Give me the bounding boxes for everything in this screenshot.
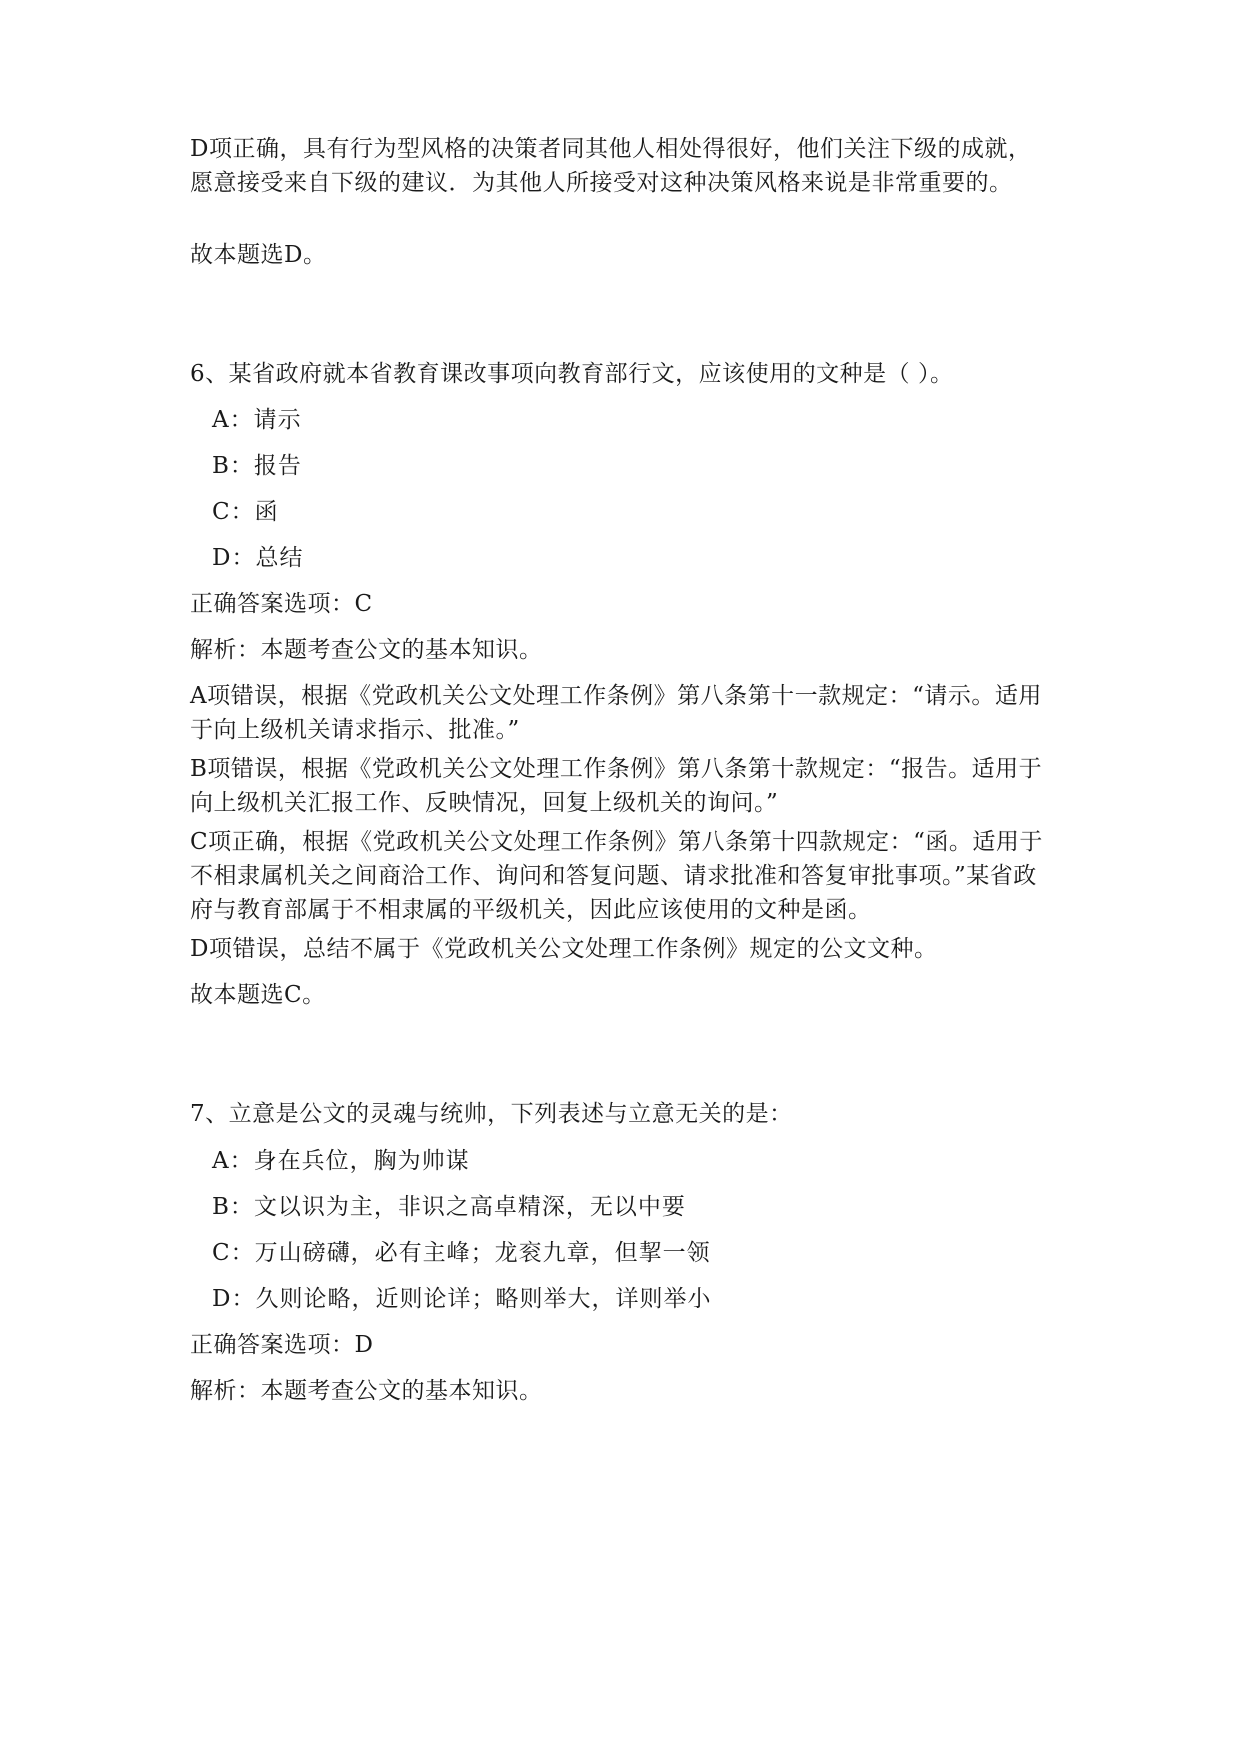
prev-conclusion: 故本题选D。 (190, 242, 327, 268)
q6-explanation-d: D项错误，总结不属于《党政机关公文处理工作条例》规定的公文文种。 (190, 936, 938, 962)
q6-conclusion: 故本题选C。 (190, 982, 326, 1008)
q7-option-b: B：文以识为主，非识之高卓精深，无以中要 (212, 1194, 686, 1220)
q6-explanation-a: A项错误，根据《党政机关公文处理工作条例》第八条第十一款规定：“请示。适用于向上级机关请求指示、批准。” (190, 683, 1042, 743)
q6-option-d: D：总结 (212, 545, 304, 571)
q6-analysis: 解析：本题考查公文的基本知识。 (190, 637, 543, 663)
q6-option-c: C：函 (212, 499, 279, 525)
q7-option-c: C：万山磅礴，必有主峰；龙衮九章，但挈一领 (212, 1240, 711, 1266)
q6-option-a: A：请示 (212, 407, 302, 433)
prev-explanation-d: D项正确，具有行为型风格的决策者同其他人相处得很好，他们关注下级的成就，愿意接受来自下级的建议．为其他人所接受对这种决策风格来说是非常重要的。 (190, 136, 1032, 196)
q7-analysis: 解析：本题考查公文的基本知识。 (190, 1378, 543, 1404)
q7-stem: 7、立意是公文的灵魂与统帅，下列表述与立意无关的是： (190, 1101, 793, 1127)
q6-explanation-b: B项错误，根据《党政机关公文处理工作条例》第八条第十款规定：“报告。适用于向上级机关汇报工作、反映情况，回复上级机关的询问。” (190, 756, 1043, 816)
q6-stem: 6、某省政府就本省教育课改事项向教育部行文，应该使用的文种是（ ）。 (190, 361, 954, 387)
q6-explanation-c: C项正确，根据《党政机关公文处理工作条例》第八条第十四款规定：“函。适用于不相隶属机关之间商洽工作、询问和答复问题、请求批准和答复审批事项。”某省政府与教育部属于不相隶属的平级机关，因此应该使用的文种是函。 (190, 829, 1043, 923)
q6-option-b: B：报告 (212, 453, 302, 479)
q6-answer: 正确答案选项：C (190, 591, 373, 617)
q7-answer: 正确答案选项：D (190, 1332, 374, 1358)
q7-option-d: D：久则论略，近则论详；略则举大，详则举小 (212, 1286, 712, 1312)
q7-option-a: A：身在兵位，胸为帅谋 (212, 1148, 470, 1174)
